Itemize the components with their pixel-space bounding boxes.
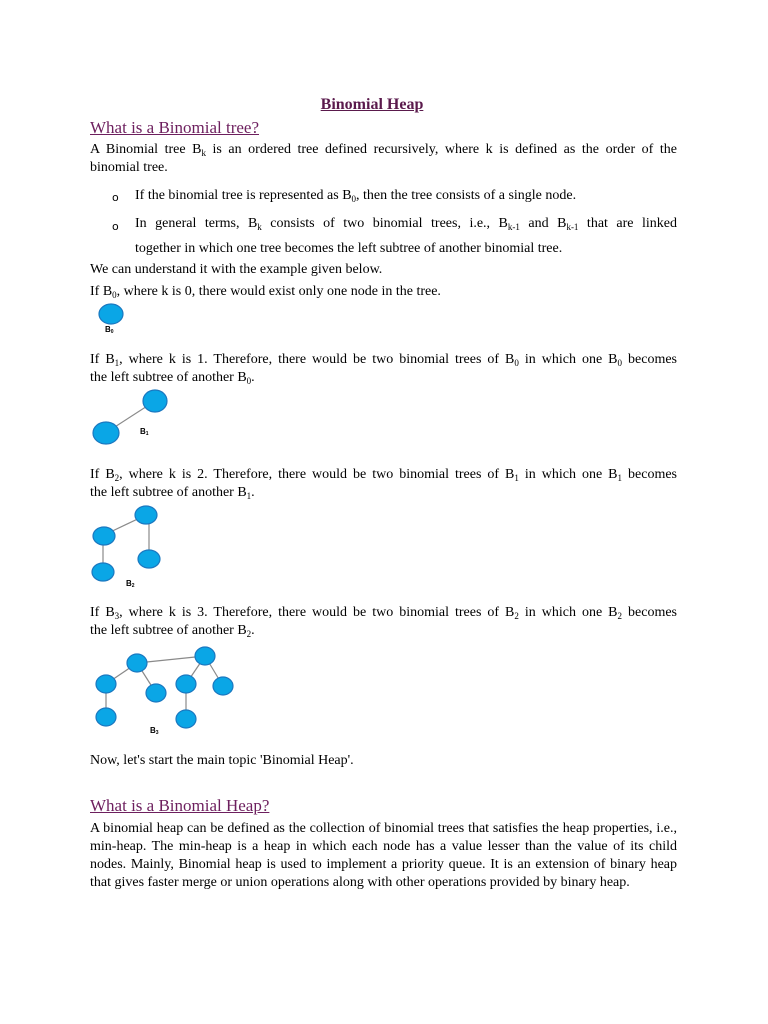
tree-node <box>176 710 196 728</box>
tree-node <box>96 708 116 726</box>
example-b1-text: If $B_1$, where k is 1. Therefore, there would be two binomial trees of $B_0$ in which one $B_0$ becomes <box>90 352 678 368</box>
bullet-marker: o <box>112 191 119 204</box>
intro-line-2: binomial tree. <box>90 160 168 175</box>
bullet-marker: o <box>112 220 119 233</box>
tree-node <box>127 654 147 672</box>
example-b1-text-2: the left subtree of another $B_0$. <box>90 370 255 386</box>
intro-line-1: A Binomial tree $B_k$ is an ordered tree defined recursively, where k is defined as the order of the <box>90 142 677 158</box>
page-title: Binomial Heap <box>320 96 424 113</box>
section-heading-binomial-tree: What is a Binomial tree? <box>90 118 259 137</box>
list-item-continuation: together in which one tree becomes the left subtree of another binomial tree. <box>135 241 563 256</box>
section-heading-binomial-heap: What is a Binomial Heap? <box>90 796 270 815</box>
tree-label-b2: B2 <box>126 579 135 589</box>
example-b2-text-2: the left subtree of another $B_1$. <box>90 485 255 501</box>
example-intro: We can understand it with the example given below. <box>90 262 383 277</box>
example-b2-text: If $B_2$, where k is 2. Therefore, there would be two binomial trees of $B_1$ in which one $B_1$ becomes <box>90 467 678 483</box>
example-b3-text-2: the left subtree of another $B_2$. <box>90 623 255 639</box>
tree-node <box>146 684 166 702</box>
example-b0-text: If $B_0$, where k is 0, there would exist only one node in the tree. <box>90 284 441 300</box>
binomial-heap-paragraph: A binomial heap can be defined as the collection of binomial trees that satisfies the heap properties, i.e., min-heap. The min-heap is a heap in which each node has a value lesser than the value of its child nodes. Mainly, Binomial heap is used to implement a priority queue. It is an extension of binary heap that gives faster merge or union operations along with other operations provided by binary heap. <box>90 821 677 890</box>
tree-node <box>96 675 116 693</box>
example-b3-text: If $B_3$, where k is 3. Therefore, there would be two binomial trees of $B_2$ in which one $B_2$ becomes <box>90 605 678 621</box>
list-item: If the binomial tree is represented as $B_0$, then the tree consists of a single node. <box>135 188 577 204</box>
tree-label-b3: B3 <box>150 726 159 736</box>
tree-label-b0: B0 <box>105 325 114 335</box>
transition-text: Now, let's start the main topic 'Binomial Heap'. <box>90 753 354 768</box>
tree-node <box>213 677 233 695</box>
tree-label-b1: B1 <box>140 427 149 437</box>
tree-node <box>195 647 215 665</box>
list-item: In general terms, $B_k$ consists of two binomial trees, i.e., $B_{k-1}$ and $B_{k-1}$ that are linked <box>135 216 677 232</box>
tree-node <box>176 675 196 693</box>
